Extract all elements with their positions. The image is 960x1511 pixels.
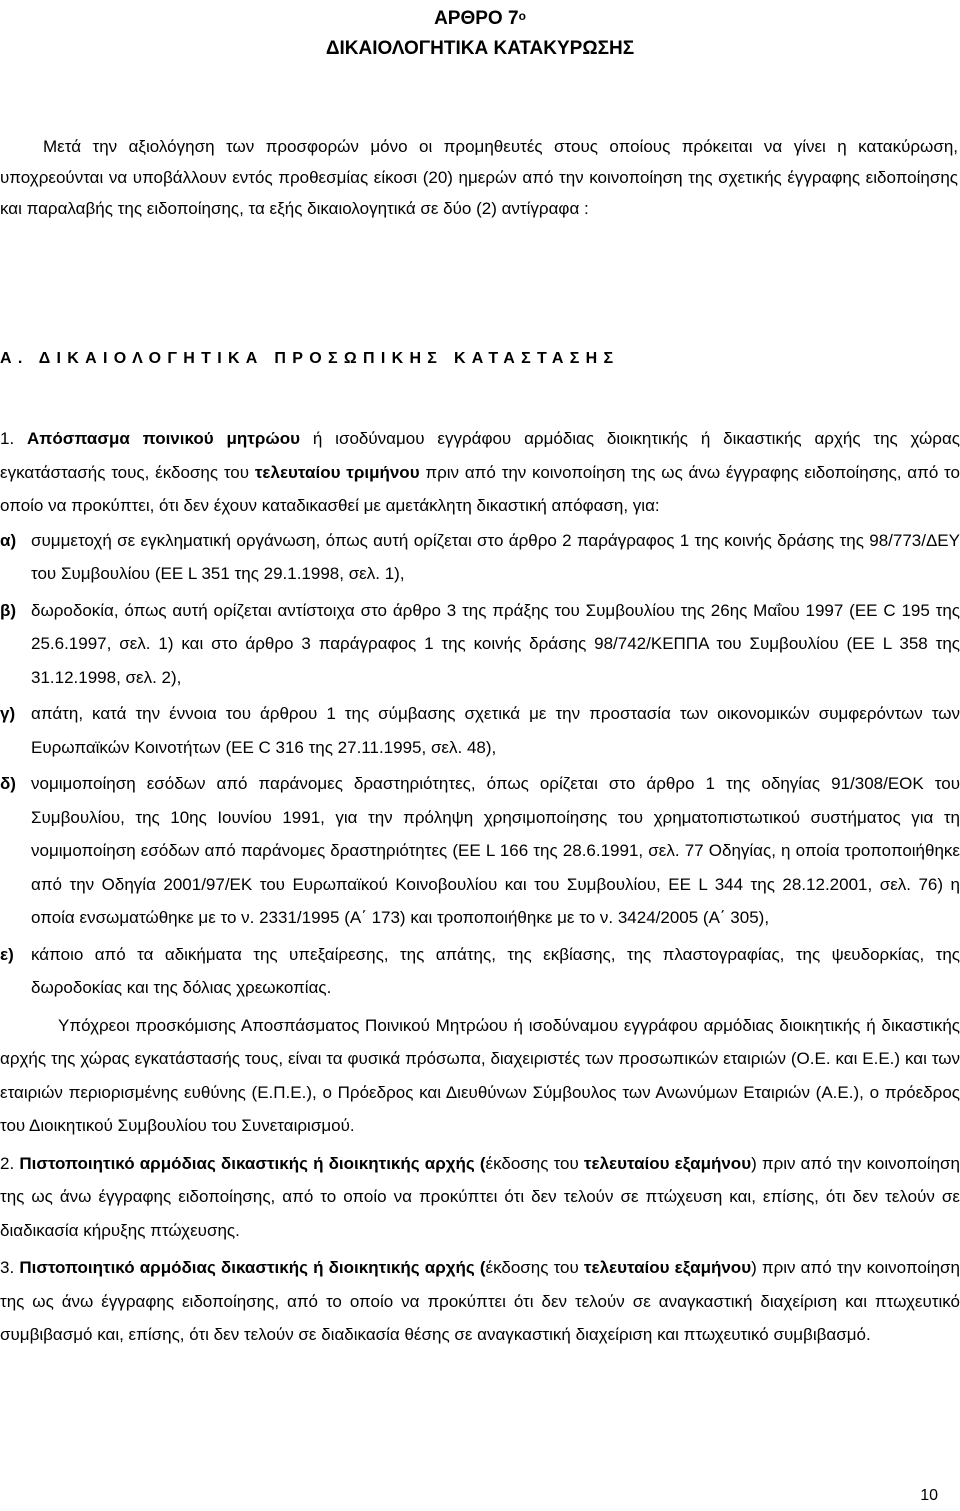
- item-1-subitem-e: ε) κάποιο από τα αδικήματα της υπεξαίρεσης, της απάτης, της εκβίασης, της πλαστογραφίας, της ψευδορκίας, της δωροδοκίας και της δόλιας χρεωκοπίας.: [0, 944, 960, 997]
- item-3-bold-period: τελευταίου εξαμήνου: [583, 1258, 752, 1277]
- section-a-heading: Α. ΔΙΚΑΙΟΛΟΓΗΤΙΚΑ ΠΡΟΣΩΠΙΚΗΣ ΚΑΤΑΣΤΑΣΗΣ: [0, 350, 620, 367]
- item-3-bold-lead: Πιστοποιητικό αρμόδιας δικαστικής ή διοικητικής αρχής (: [19, 1258, 486, 1277]
- item-2-paragraph: 2. Πιστοποιητικό αρμόδιας δικαστικής ή διοικητικής αρχής (έκδοσης του τελευταίου εξαμήνου) πριν από την κοινοποίηση της ως άνω έγγραφης ειδοποίησης, από το οποίο να προκύπτει ότι δεν τελούν σε πτώχευση και, επίσης, ότι δεν τελούν σε διαδικασία κήρυξης πτώχευσης.: [0, 1153, 960, 1240]
- item-1-subitem-c: γ) απάτη, κατά την έννοια του άρθρου 1 της σύμβασης σχετικά με την προστασία των οικονομικών συμφερόντων των Ευρωπαϊκών Κοινοτήτων (ΕΕ C 316 της 27.11.1995, σελ. 48),: [0, 704, 960, 757]
- article-subtitle: ΔΙΚΑΙΟΛΟΓΗΤΙΚΑ ΚΑΤΑΚΥΡΩΣΗΣ: [325, 38, 635, 59]
- item-1-paragraph: 1. Απόσπασμα ποινικού μητρώου ή ισοδύναμου εγγράφου αρμόδιας διοικητικής ή δικαστικής αρχής της χώρας εγκατάστασής τους, έκδοσης του τελευταίου τριμήνου πριν από την κοινοποίηση της ως άνω έγγραφης ειδοποίησης, από το οποίο να προκύπτει, ότι δεν έχουν καταδικασθεί με αμετάκλητη δικαστική απόφαση, για:: [0, 429, 960, 515]
- item-1-bold-lead: Απόσπασμα ποινικού μητρώου: [27, 429, 301, 448]
- intro-paragraph: Μετά την αξιολόγηση των προσφορών μόνο οι προμηθευτές στους οποίους πρόκειται να γίνει η κατακύρωση, υποχρεούνται να υποβάλλουν εντός προθεσμίας είκοσι (20) ημερών από την κοινοποίηση της σχετικής έγγραφης ειδοποίησης και παραλαβής της ειδοποίησης, τα εξής δικαιολογητικά σε δύο (2) αντίγραφα :: [0, 137, 958, 218]
- item-3-paragraph: 3. Πιστοποιητικό αρμόδιας δικαστικής ή διοικητικής αρχής (έκδοσης του τελευταίου εξαμήνου) πριν από την κοινοποίηση της ως άνω έγγραφης ειδοποίησης, από το οποίο να προκύπτει ότι δεν τελούν σε αναγκαστική διαχείριση και πτωχευτικό συμβιβασμό και, επίσης, ότι δεν τελούν σε διαδικασία θέσης σε αναγκαστική διαχείριση και πτωχευτικό συμβιβασμό.: [0, 1258, 960, 1344]
- item-2-bold-period: τελευταίου εξαμήνου: [583, 1153, 752, 1173]
- article-title: ΑΡΘΡΟ $7^o$: [434, 8, 526, 29]
- item-1-subitem-b: β) δωροδοκία, όπως αυτή ορίζεται αντίστοιχα στο άρθρο 3 της πράξης του Συμβουλίου της 26ης Μαΐου 1997 (ΕΕ C 195 της 25.6.1997, σελ. 1) και στο άρθρο 3 παράγραφος 1 της κοινής δράσης 98/742/ΚΕΠΠΑ του Συμβουλίου (ΕΕ L 358 της 31.12.1998, σελ. 2),: [0, 600, 960, 687]
- item-1-note: Υπόχρεοι προσκόμισης Αποσπάσματος Ποινικού Μητρώου ή ισοδύναμου εγγράφου αρμόδιας διοικητικής ή δικαστικής αρχής της χώρας εγκατάστασής τους, είναι τα φυσικά πρόσωπα, διαχειριστές των προσωπικών εταιριών (Ο.Ε. και Ε.Ε.) και των εταιριών περιορισμένης ευθύνης (Ε.Π.Ε.), ο Πρόεδρος και Διευθύνων Σύμβουλος των Ανωνύμων Εταιριών (Α.Ε.), ο πρόεδρος του Διοικητικού Συμβουλίου του Συνεταιρισμού.: [0, 1015, 960, 1135]
- page-number: 10: [920, 1487, 938, 1504]
- document-body: [0, 422, 960, 1352]
- article-header: [0, 4, 960, 64]
- item-1-bold-period: τελευταίου τριμήνου: [254, 462, 420, 482]
- item-1-subitem-d: δ) νομιμοποίηση εσόδων από παράνομες δραστηριότητες, όπως ορίζεται στο άρθρο 1 της οδηγίας 91/308/ΕΟΚ του Συμβουλίου, της 10ης Ιουνίου 1991, για την πρόληψη χρησιμοποίησης του χρηματοπιστωτικού συστήματος για τη νομιμοποίηση εσόδων από παράνομες δραστηριότητες (ΕΕ L 166 της 28.6.1991, σελ. 77 Οδηγίας, η οποία τροποποιήθηκε από την Οδηγία 2001/97/ΕΚ του Ευρωπαϊκού Κοινοβουλίου και του Συμβουλίου, ΕΕ L 344 της 28.12.2001, σελ. 76) η οποία ενσωματώθηκε με το ν. 2331/1995 (Α΄ 173) και τροποποιήθηκε με το ν. 3424/2005 (Α΄ 305),: [0, 774, 960, 927]
- item-2-bold-lead: Πιστοποιητικό αρμόδιας δικαστικής ή διοικητικής αρχής (: [19, 1153, 486, 1173]
- article-title-superscript: ο: [518, 9, 526, 23]
- item-1-subitem-a: α) συμμετοχή σε εγκληματική οργάνωση, όπως αυτή ορίζεται στο άρθρο 2 παράγραφος 1 της κοινής δράσης της 98/773/ΔΕΥ του Συμβουλίου (ΕΕ L 351 της 29.1.1998, σελ. 1),: [0, 530, 960, 583]
